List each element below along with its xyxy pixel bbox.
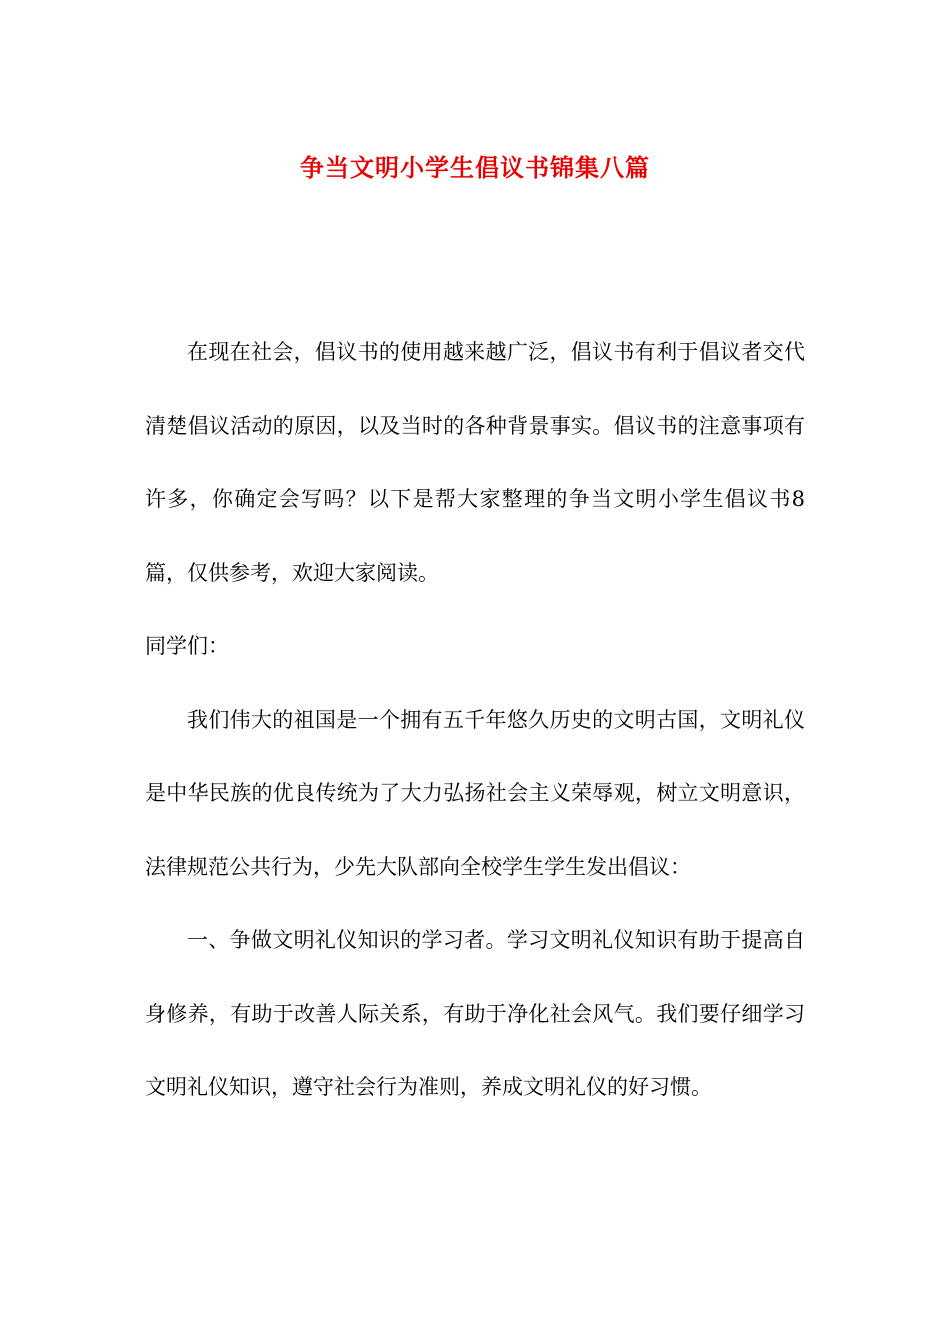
page-title: 争当文明小学生倡议书锦集八篇: [300, 153, 650, 183]
salutation: 同学们：: [145, 634, 229, 658]
point-one-paragraph: 一、争做文明礼仪知识的学习者。学习文明礼仪知识有助于提高自身修养，有助于改善人际关系，有助于净化社会风气。我们要仔细学习文明礼仪知识，遵守社会行为准则，养成文明礼仪的好习惯。: [145, 928, 805, 1099]
document-body: [145, 316, 805, 1125]
intro-paragraph: 在现在社会，倡议书的使用越来越广泛，倡议书有利于倡议者交代清楚倡议活动的原因，以及当时的各种背景事实。倡议书的注意事项有许多，你确定会写吗？以下是帮大家整理的争当文明小学生倡议书8篇，仅供参考，欢迎大家阅读。: [145, 340, 805, 585]
proposal-paragraph: 我们伟大的祖国是一个拥有五千年悠久历史的文明古国，文明礼仪是中华民族的优良传统为了大力弘扬社会主义荣辱观，树立文明意识，法律规范公共行为，少先大队部向全校学生学生发出倡议：: [145, 707, 805, 879]
